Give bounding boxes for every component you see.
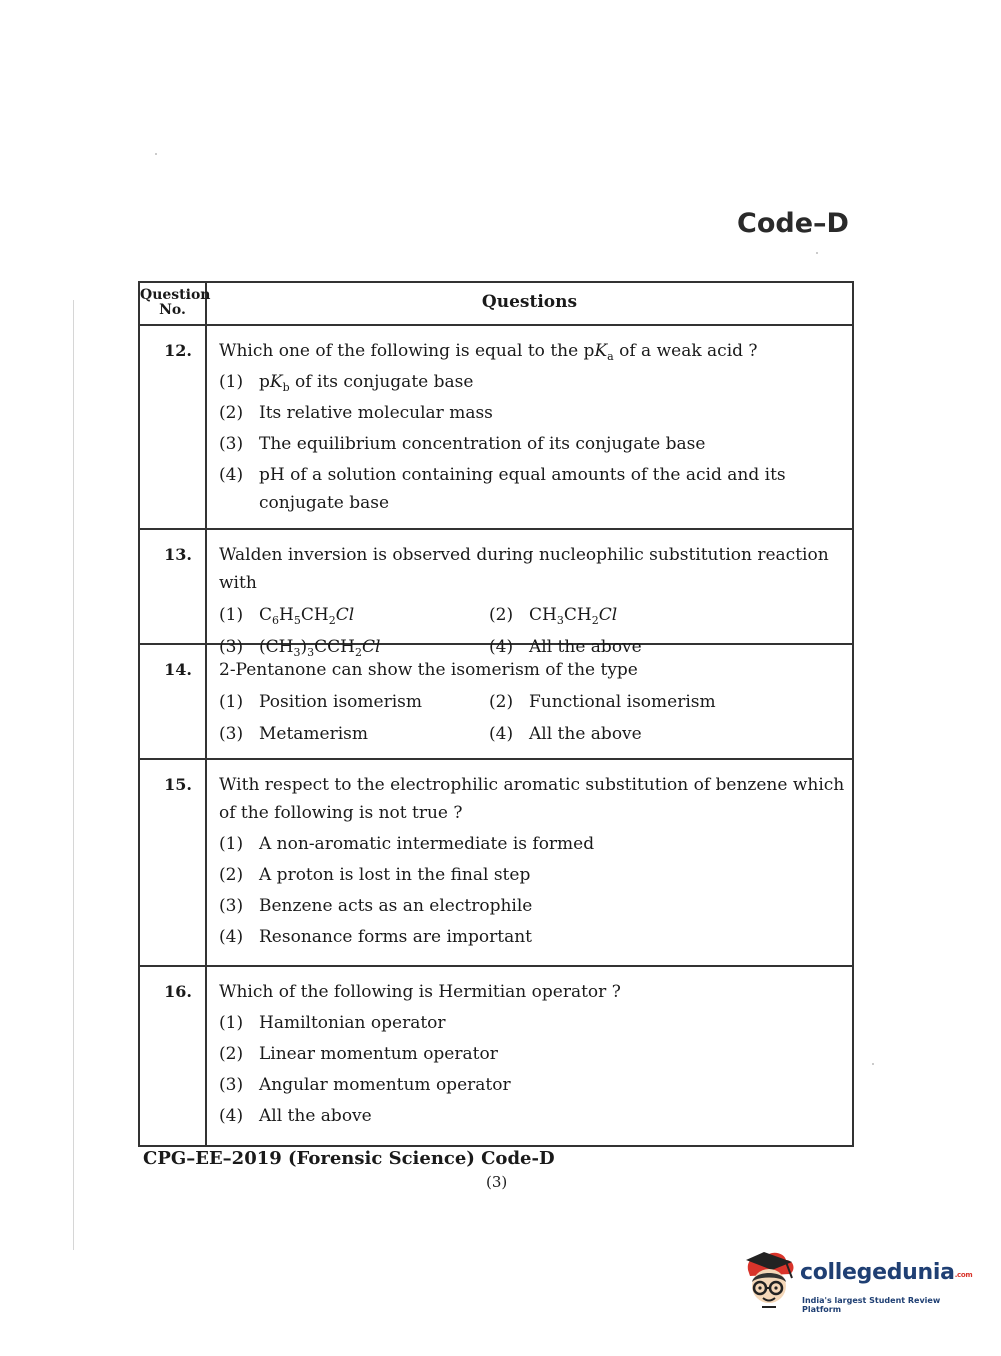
- option-4: (4) All the above: [219, 1106, 372, 1126]
- mascot-logo-icon: [742, 1248, 800, 1314]
- question-stem: Which one of the following is equal to the $pK_a$ of a weak acid ?: [219, 341, 758, 363]
- question-row-16: [140, 965, 852, 1145]
- option-4: (4) pH of a solution containing equal amounts of the acid and its conjugate base: [219, 465, 786, 513]
- option-1: (1) $pK_b$ of its conjugate base: [219, 372, 474, 394]
- question-number: 14.: [164, 660, 192, 679]
- page-number: (3): [486, 1173, 508, 1191]
- exam-footer: CPG–EE–2019 (Forensic Science) Code-D: [143, 1148, 555, 1169]
- option-4: (4) All the above: [489, 637, 642, 657]
- scan-speck: [872, 1063, 874, 1065]
- option-1: (1) $C_6H_5CH_2Cl$: [219, 605, 355, 627]
- question-stem: Walden inversion is observed during nucleophilic substitution reaction with: [219, 545, 829, 593]
- question-table: [138, 281, 854, 1147]
- question-number: 13.: [164, 545, 192, 564]
- code-label: Code–D: [737, 208, 849, 239]
- option-2: (2) A proton is lost in the final step: [219, 865, 531, 885]
- question-row-15: [140, 758, 852, 965]
- option-2: (2) Functional isomerism: [489, 692, 716, 712]
- option-3: (3) $(CH_3)_3CCH_2Cl$: [219, 637, 381, 659]
- question-row-13: [140, 528, 852, 659]
- option-3: (3) Benzene acts as an electrophile: [219, 896, 533, 916]
- question-stem: With respect to the electrophilic aromatic substitution of benzene which of the following is not true ?: [219, 775, 845, 823]
- option-3: (3) Metamerism: [219, 724, 369, 744]
- question-stem: Which of the following is Hermitian operator ?: [219, 982, 621, 1002]
- option-1: (1) Hamiltonian operator: [219, 1013, 446, 1033]
- option-3: (3) The equilibrium concentration of its conjugate base: [219, 434, 706, 454]
- question-number: 16.: [164, 982, 192, 1001]
- option-2: (2) Linear momentum operator: [219, 1044, 498, 1064]
- questions-header: Questions: [481, 292, 578, 312]
- scan-artifact-line: [73, 300, 74, 1250]
- question-number: 15.: [164, 775, 192, 794]
- option-1: (1) Position isomerism: [219, 692, 422, 712]
- option-4: (4) Resonance forms are important: [219, 927, 533, 947]
- question-number: 12.: [164, 341, 192, 360]
- question-stem: 2-Pentanone can show the isomerism of the type: [219, 660, 638, 680]
- brand-tagline: India's largest Student Review Platform: [802, 1296, 941, 1314]
- scan-speck: [155, 153, 157, 155]
- question-row-14: [140, 643, 852, 758]
- option-4: (4) All the above: [489, 724, 642, 744]
- option-2: (2) Its relative molecular mass: [219, 403, 493, 423]
- collegedunia-watermark: [742, 1248, 972, 1318]
- question-row-12: [140, 324, 852, 528]
- option-1: (1) A non-aromatic intermediate is formed: [219, 834, 595, 854]
- table-header-row: [140, 283, 852, 324]
- option-3: (3) Angular momentum operator: [219, 1075, 511, 1095]
- option-2: (2) $CH_3CH_2Cl$: [489, 605, 618, 627]
- scan-speck: [816, 252, 818, 254]
- question-no-header: Question No.: [140, 283, 207, 324]
- brand-name: collegedunia.com: [800, 1260, 973, 1285]
